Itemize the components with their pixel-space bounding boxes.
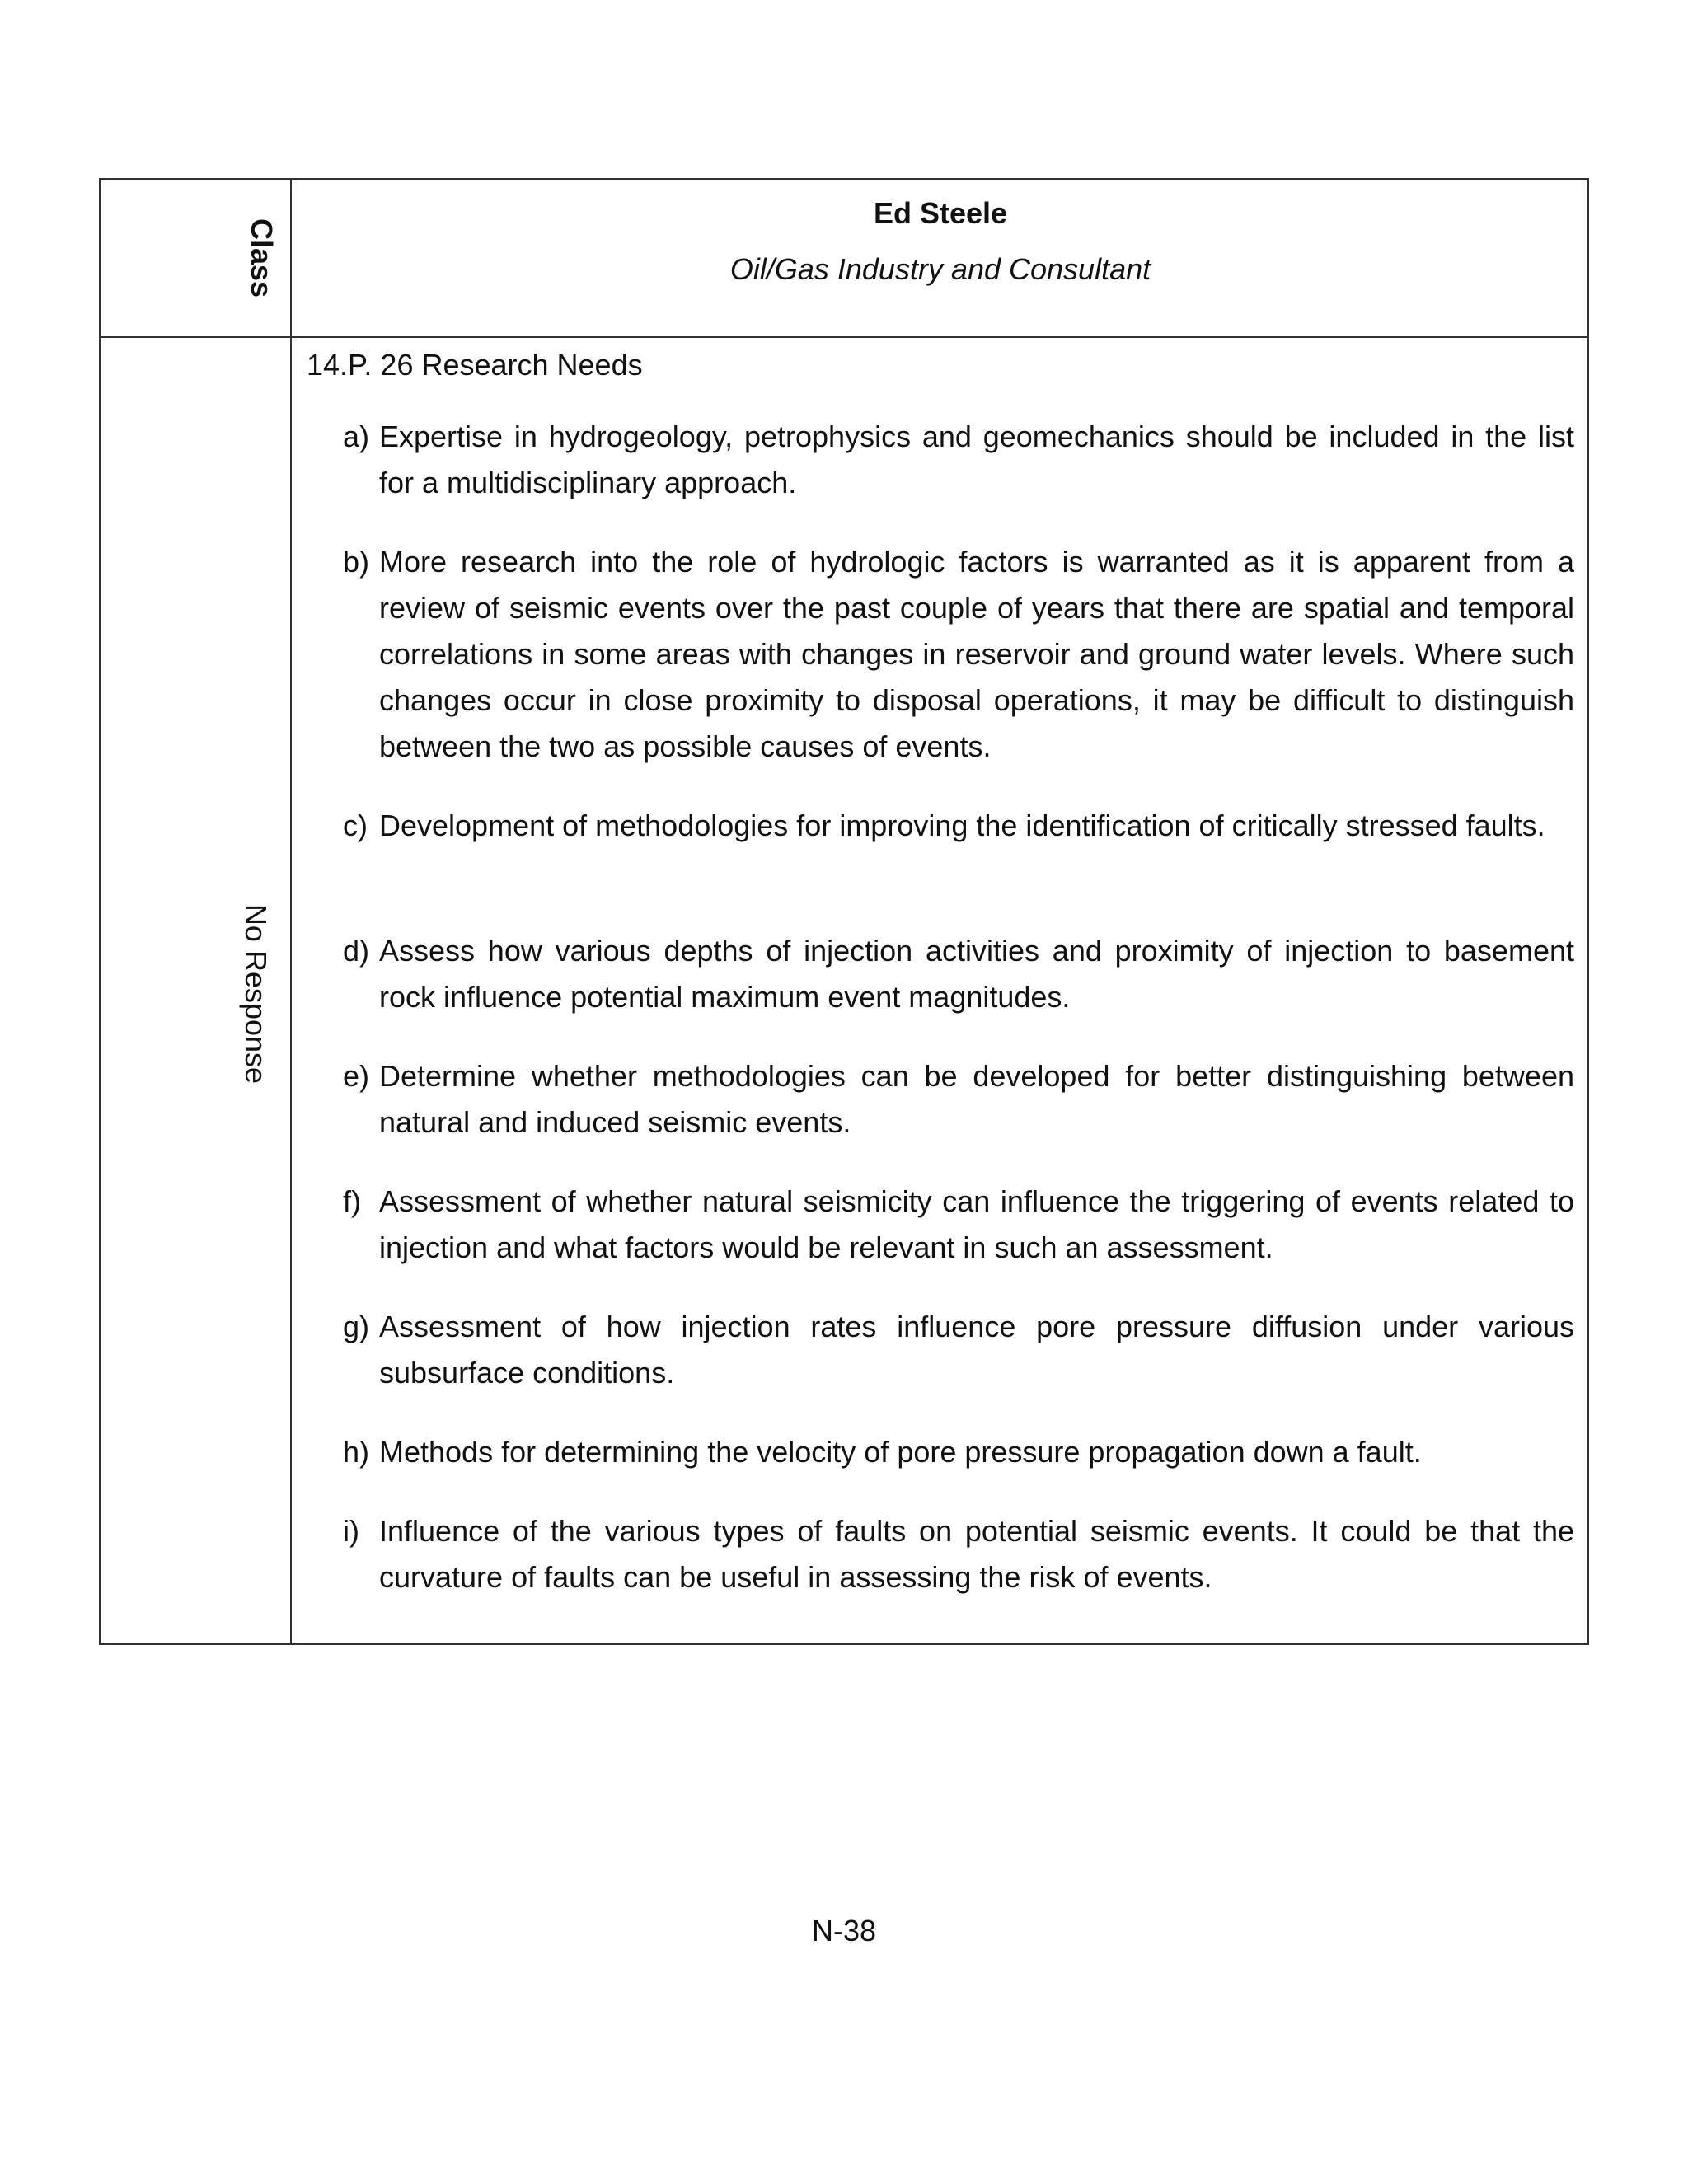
list-item-text: More research into the role of hydrologic factors is warranted as it is apparent from a review of seismic events over the past couple of years that there are spatial and temporal correlations in some areas with changes in reservoir and ground water levels. Where such changes occur in close proximity to disposal operations, it may be difficult to distinguish between the two as possible causes of events. [379,545,1574,763]
commenter-affiliation: Oil/Gas Industry and Consultant [729,252,1151,286]
list-item-marker: b) [343,545,370,579]
list-item-marker: g) [343,1310,370,1343]
list-item-text: Methods for determining the velocity of pore pressure propagation down a fault. [379,1435,1422,1469]
list-item [292,539,1574,770]
class-value-cell [101,338,290,1645]
list-item-text: Expertise in hydrogeology, petrophysics and geomechanics should be included in the list for a multidisciplinary approach. [379,419,1574,499]
list-item [292,1304,1574,1396]
page-number: N-38 [811,1914,877,1947]
commenter-header-cell [292,180,1589,336]
list-item [292,803,1574,849]
list-item-marker: e) [343,1059,370,1093]
class-header-cell [101,180,290,336]
list-item-marker: h) [343,1435,370,1469]
list-item-marker: a) [343,419,370,453]
class-header-label: Class [245,218,279,298]
list-item-text: Determine whether methodologies can be developed for better distinguishing between natural and induced seismic events. [379,1059,1574,1139]
list-item [292,1053,1574,1146]
list-item-text: Assessment of how injection rates influence pore pressure diffusion under various subsurface conditions. [379,1310,1574,1390]
list-item-text: Assessment of whether natural seismicity can influence the triggering of events related to injection and what factors would be relevant in such an assessment. [379,1184,1574,1264]
list-item [292,1429,1574,1475]
list-item-text: Assess how various depths of injection activities and proximity of injection to basement rock influence potential maximum event magnitudes. [379,934,1574,1014]
commenter-name: Ed Steele [873,196,1008,230]
list-item [292,1508,1574,1601]
list-item [292,414,1574,506]
comment-table [99,178,1589,1645]
list-item-marker: i) [343,1514,359,1548]
class-value-label: No Response [239,903,273,1085]
comment-content-cell [292,338,1589,1645]
list-item-text: Development of methodologies for improving the identification of critically stressed faults. [379,808,1545,842]
list-item [292,1179,1574,1271]
list-item-marker: d) [343,934,370,968]
list-item [292,928,1574,1020]
list-item-marker: f) [343,1184,361,1218]
list-item-text: Influence of the various types of faults on potential seismic events. It could be that the curvature of faults can be useful in assessing the risk of events. [379,1514,1574,1594]
section-heading: 14.P. 26 Research Needs [307,348,643,382]
list-item-marker: c) [343,808,368,842]
